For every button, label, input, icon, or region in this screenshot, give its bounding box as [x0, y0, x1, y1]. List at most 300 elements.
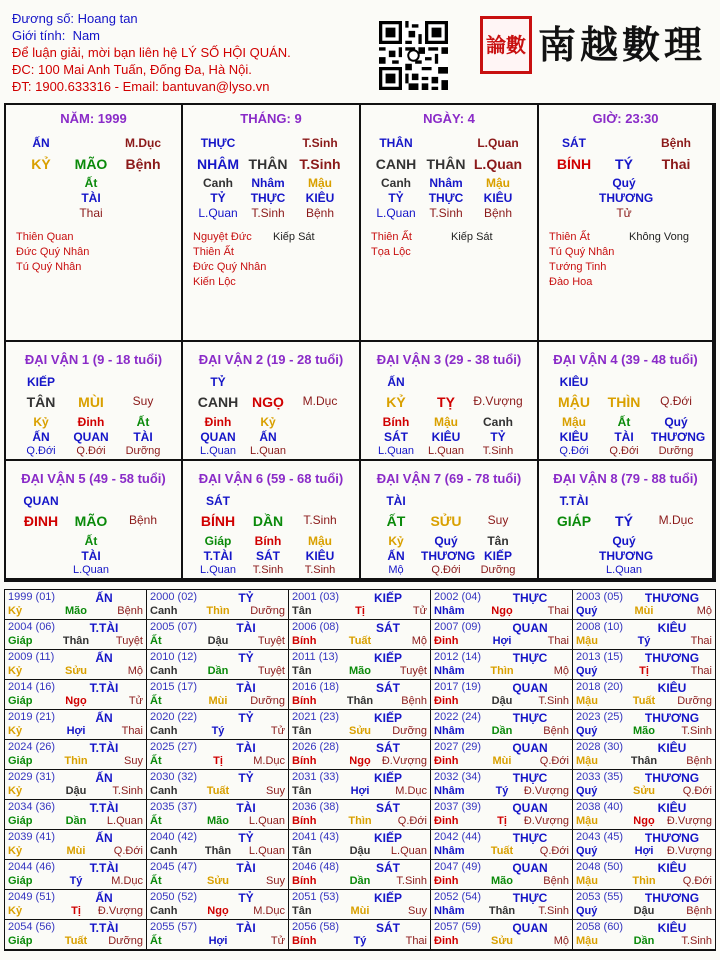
- year-can: Bính: [292, 755, 317, 767]
- year-label: 2050 (52): [150, 891, 198, 903]
- year-star: TỶ: [238, 831, 254, 845]
- year-can: Quý: [576, 665, 598, 677]
- dai-van-can: MẬU: [558, 394, 590, 410]
- dai-van-star: T.TÀI: [559, 494, 589, 508]
- year-can: Mậu: [576, 815, 598, 827]
- gender-label: Giới tính:: [12, 28, 66, 43]
- dai-van-h1: Quý: [434, 534, 458, 548]
- year-label: 2011 (13): [292, 651, 339, 663]
- year-chi: Mùi: [634, 605, 654, 617]
- year-phase: Dưỡng: [677, 695, 712, 707]
- dai-van-h3: Q.Đới: [26, 445, 56, 457]
- year-cell: [431, 800, 573, 830]
- year-can: Mậu: [576, 935, 598, 947]
- year-phase: Dưỡng: [108, 935, 143, 947]
- year-star: THƯƠNG: [644, 711, 700, 725]
- pillar-r2: TÝ: [615, 156, 633, 172]
- year-label: 2012 (14): [434, 651, 482, 663]
- dai-van-h2: QUAN: [200, 430, 236, 444]
- year-cell: [431, 890, 573, 920]
- dai-van-cell: [183, 461, 361, 580]
- dai-van-h3: Dưỡng: [125, 445, 161, 457]
- pillar-hidden_phase: Thai: [79, 206, 103, 220]
- year-star: QUAN: [512, 741, 548, 755]
- year-can: Đinh: [434, 935, 459, 947]
- dai-van-star: TÀI: [386, 494, 406, 508]
- year-cell: [573, 890, 715, 920]
- pillar-hidden_star: TỶ: [388, 191, 404, 205]
- year-can: Đinh: [434, 755, 459, 767]
- year-star: T.TÀI: [89, 621, 119, 635]
- dai-van-cell: [6, 461, 183, 580]
- dai-van-h3: Dưỡng: [480, 564, 516, 576]
- dai-van-h2: TÀI: [133, 430, 153, 444]
- year-phase: Suy: [408, 905, 427, 917]
- year-label: 2031 (33): [292, 771, 340, 783]
- year-label: 2018 (20): [576, 681, 624, 693]
- year-cell: [289, 680, 431, 710]
- pillar-star-list: Tú Quý Nhân: [549, 246, 615, 258]
- year-can: Giáp: [8, 635, 33, 647]
- year-label: 2002 (04): [434, 591, 482, 603]
- year-can: Nhâm: [434, 605, 465, 617]
- dai-van-h1: Canh: [483, 415, 513, 429]
- year-star: QUAN: [512, 681, 548, 695]
- year-star: QUAN: [512, 921, 548, 935]
- pillar-star-list: Tọa Lộc: [371, 246, 411, 258]
- pillar-r1: ẤN: [32, 136, 50, 150]
- pillar-hidden_star: THỰC: [428, 191, 464, 205]
- year-chi: Hợi: [66, 725, 86, 737]
- year-label: 2046 (48): [292, 861, 340, 873]
- year-star: TỶ: [238, 591, 254, 605]
- dai-van-phase: Suy: [132, 394, 154, 408]
- year-star: TỶ: [238, 771, 254, 785]
- phone-email-line: ĐT: 1900.633316 - Email: bantuvan@lyso.vn: [12, 79, 270, 94]
- year-cell: [289, 920, 431, 950]
- year-chi: Sửu: [64, 665, 88, 677]
- year-can: Bính: [292, 815, 317, 827]
- year-can: Ất: [150, 875, 162, 887]
- year-label: 2037 (39): [434, 801, 482, 813]
- year-can: Ất: [150, 935, 162, 947]
- pillar-r2: THÂN: [426, 156, 466, 172]
- year-can: Mậu: [576, 695, 598, 707]
- dai-van-chi: MÃO: [74, 513, 108, 529]
- year-star: SÁT: [376, 861, 400, 875]
- year-chi: Hợi: [492, 635, 512, 647]
- year-label: 2056 (58): [292, 921, 340, 933]
- year-phase: M.Dục: [253, 755, 285, 767]
- year-cell: [573, 680, 715, 710]
- dai-van-h1: Quý: [664, 415, 688, 429]
- year-chi: Hợi: [350, 785, 370, 797]
- year-phase: Bệnh: [543, 725, 569, 737]
- year-star: QUAN: [512, 621, 548, 635]
- pillar-star-list: Đức Quý Nhân: [193, 261, 267, 273]
- pillar-title: GIỜ: 23:30: [592, 111, 659, 126]
- year-star: T.TÀI: [89, 921, 119, 935]
- qr-code-icon: [379, 21, 448, 90]
- year-star: THƯƠNG: [644, 891, 700, 905]
- year-label: 2007 (09): [434, 621, 482, 633]
- year-phase: Mộ: [696, 605, 712, 617]
- year-label: 2023 (25): [576, 711, 624, 723]
- year-phase: Tuyệt: [115, 635, 143, 647]
- pillar-star-list: Tướng Tinh: [549, 261, 607, 273]
- year-chi: Tuất: [206, 785, 230, 797]
- year-star: THƯƠNG: [644, 651, 700, 665]
- year-phase: Bệnh: [686, 905, 712, 917]
- year-star: TÀI: [236, 861, 256, 875]
- year-phase: Bệnh: [686, 755, 712, 767]
- year-star: KIẾP: [373, 711, 402, 725]
- dai-van-phase: M.Dục: [302, 394, 338, 408]
- pillar-star-list-2: Không Vong: [629, 231, 689, 243]
- dai-van-h1: Đinh: [204, 415, 232, 429]
- year-chi: Mão: [491, 875, 513, 887]
- gender-value: Nam: [72, 28, 101, 43]
- year-star: KIẾP: [373, 831, 402, 845]
- year-can: Ất: [150, 755, 162, 767]
- dai-van-phase: Bệnh: [128, 513, 158, 527]
- pillar-cell: [361, 105, 539, 342]
- pillar-hidden: Quý: [612, 176, 636, 190]
- year-label: 2014 (16): [8, 681, 56, 693]
- pillar-r1: T.Sinh: [302, 136, 338, 150]
- dai-van-h1: Ất: [84, 534, 98, 548]
- year-chi: Mão: [633, 725, 655, 737]
- year-can: Kỷ: [8, 905, 23, 917]
- year-star: TÀI: [236, 801, 256, 815]
- pillar-hidden_star: KIÊU: [305, 191, 335, 205]
- year-can: Canh: [150, 905, 178, 917]
- year-label: 2019 (21): [8, 711, 56, 723]
- pillar-r2: Thai: [661, 156, 691, 172]
- year-can: Quý: [576, 725, 598, 737]
- year-can: Mậu: [576, 875, 598, 887]
- dai-van-h3: T.Sinh: [482, 445, 514, 457]
- dai-van-h2: ẤN: [32, 430, 50, 444]
- dai-van-h1: Bính: [254, 534, 282, 548]
- dai-van-cell: [361, 461, 539, 580]
- year-can: Mậu: [576, 635, 598, 647]
- year-label: 2033 (35): [576, 771, 624, 783]
- year-cell: [147, 890, 289, 920]
- year-phase: Thai: [690, 665, 712, 677]
- year-chi: Thìn: [206, 605, 230, 617]
- dai-van-star: KIÊU: [559, 375, 589, 389]
- year-cell: [5, 860, 147, 890]
- year-phase: Mộ: [411, 635, 427, 647]
- dai-van-title: ĐẠI VẬN 3 (29 - 38 tuổi): [376, 352, 522, 367]
- year-chi: Tý: [353, 935, 367, 947]
- year-can: Bính: [292, 635, 317, 647]
- year-can: Tân: [292, 905, 312, 917]
- dai-van-chi: DẦN: [252, 513, 284, 529]
- year-chi: Dậu: [633, 905, 655, 917]
- year-label: 2000 (02): [150, 591, 198, 603]
- year-chi: Mùi: [66, 845, 86, 857]
- pillar-hidden_phase: Tử: [616, 206, 632, 220]
- pillar-star-list: Thiên Ất: [371, 231, 412, 243]
- year-star: SÁT: [376, 621, 400, 635]
- year-label: 2051 (53): [292, 891, 340, 903]
- year-label: 2034 (36): [8, 801, 56, 813]
- year-chi: Mùi: [492, 755, 512, 767]
- year-label: 2040 (42): [150, 831, 198, 843]
- year-star: THỰC: [512, 831, 548, 845]
- year-star: QUAN: [512, 801, 548, 815]
- year-phase: Tử: [128, 695, 143, 707]
- pillar-star-list: Đào Hoa: [549, 276, 593, 288]
- year-cell: [289, 620, 431, 650]
- dai-van-h2: ẤN: [259, 430, 277, 444]
- year-chi: Mão: [207, 815, 229, 827]
- dai-van-h3: L.Quan: [199, 445, 237, 457]
- year-can: Quý: [576, 845, 598, 857]
- year-chi: Dần: [491, 725, 513, 737]
- year-star: KIẾP: [373, 651, 402, 665]
- year-chi: Tị: [497, 815, 507, 827]
- dai-van-cell: [361, 342, 539, 461]
- year-cell: [5, 740, 147, 770]
- address-line: ĐC: 100 Mai Anh Tuấn, Đống Đa, Hà Nội.: [12, 62, 252, 77]
- year-cell: [431, 920, 573, 950]
- pillar-title: NGÀY: 4: [423, 111, 475, 126]
- year-can: Mậu: [576, 755, 598, 767]
- year-chi: Dần: [633, 935, 655, 947]
- pillar-title: THÁNG: 9: [240, 111, 302, 126]
- year-label: 2055 (57): [150, 921, 198, 933]
- year-star: KIẾP: [373, 771, 402, 785]
- year-cell: [431, 860, 573, 890]
- year-chi: Dậu: [491, 695, 513, 707]
- dai-van-h1: Giáp: [204, 534, 232, 548]
- year-chi: Mão: [65, 605, 87, 617]
- year-label: 2005 (07): [150, 621, 198, 633]
- year-chi: Dậu: [207, 635, 229, 647]
- pillar-hidden_star: TỶ: [210, 191, 226, 205]
- year-can: Giáp: [8, 935, 33, 947]
- dai-van-h1: Tân: [487, 534, 509, 548]
- year-chi: Mùi: [208, 695, 228, 707]
- year-star: TỶ: [238, 711, 254, 725]
- pillar-hidden_star: THỰC: [250, 191, 286, 205]
- dai-van-can: ĐINH: [23, 513, 59, 529]
- year-label: 2013 (15): [576, 651, 624, 663]
- year-cell: [5, 590, 147, 620]
- dai-van-h2: TÀI: [614, 430, 634, 444]
- year-star: ẤN: [95, 771, 113, 785]
- year-phase: Suy: [124, 755, 143, 767]
- year-phase: Mộ: [553, 935, 569, 947]
- year-chi: Tuất: [632, 695, 656, 707]
- year-star: T.TÀI: [89, 741, 119, 755]
- pillar-r2: MÃO: [74, 156, 108, 172]
- year-chi: Thìn: [490, 665, 514, 677]
- year-cell: [5, 650, 147, 680]
- year-chi: Thân: [204, 845, 232, 857]
- year-label: 2049 (51): [8, 891, 56, 903]
- year-can: Giáp: [8, 755, 33, 767]
- pillar-hidden_phase: L.Quan: [376, 206, 416, 220]
- pillar-star-list: Thiên Quan: [16, 231, 74, 243]
- dai-van-h3: L.Quan: [427, 445, 465, 457]
- year-label: 2004 (06): [8, 621, 56, 633]
- year-cell: [147, 770, 289, 800]
- year-phase: Tuyệt: [257, 635, 285, 647]
- year-can: Quý: [576, 605, 598, 617]
- year-cell: [5, 830, 147, 860]
- year-star: THƯƠNG: [644, 831, 700, 845]
- year-cell: [147, 620, 289, 650]
- brand-title: 南越數理: [538, 22, 707, 67]
- year-cell: [573, 800, 715, 830]
- year-cell: [289, 890, 431, 920]
- contact-line: Để luận giải, mời bạn liên hệ LÝ SỐ HỘI QUÁN.: [12, 45, 291, 60]
- year-phase: Dưỡng: [250, 695, 285, 707]
- dai-van-h2: KIÊU: [305, 549, 335, 563]
- pillar-hidden: Nhâm: [429, 176, 463, 190]
- year-label: 2003 (05): [576, 591, 624, 603]
- year-phase: Tử: [270, 935, 285, 947]
- year-star: ẤN: [95, 591, 113, 605]
- pillar-hidden: Mậu: [486, 176, 510, 190]
- pillar-hidden_phase: L.Quan: [198, 206, 238, 220]
- dai-van-h1: Kỷ: [260, 415, 276, 429]
- year-cell: [289, 800, 431, 830]
- pillar-star-list-2: Kiếp Sát: [451, 231, 493, 243]
- year-star: TÀI: [236, 621, 256, 635]
- year-can: Canh: [150, 665, 178, 677]
- dai-van-h2: THƯƠNG: [651, 430, 706, 444]
- year-can: Kỷ: [8, 785, 23, 797]
- year-can: Tân: [292, 845, 312, 857]
- year-phase: Đ.Vượng: [666, 845, 712, 857]
- year-label: 2017 (19): [434, 681, 482, 693]
- year-chi: Sửu: [632, 785, 656, 797]
- year-star: SÁT: [376, 741, 400, 755]
- dai-van-h1: Bính: [382, 415, 410, 429]
- year-phase: Bệnh: [543, 875, 569, 887]
- year-phase: Mộ: [553, 665, 569, 677]
- year-cell: [5, 710, 147, 740]
- year-phase: Bệnh: [117, 605, 143, 617]
- dai-van-h1: Kỷ: [33, 415, 49, 429]
- pillar-hidden_star: KIÊU: [483, 191, 513, 205]
- year-can: Quý: [576, 785, 598, 797]
- pillar-r2: Bệnh: [125, 156, 161, 172]
- year-cell: [147, 800, 289, 830]
- pillar-hidden: Nhâm: [251, 176, 285, 190]
- dai-van-cell: [183, 342, 361, 461]
- year-can: Tân: [292, 725, 312, 737]
- year-cell: [573, 920, 715, 950]
- year-can: Ất: [150, 635, 162, 647]
- four-pillars-grid: [4, 103, 716, 582]
- year-chi: Sửu: [490, 935, 514, 947]
- year-cell: [289, 770, 431, 800]
- year-star: THỰC: [512, 771, 548, 785]
- year-phase: Thai: [690, 635, 712, 647]
- pillar-star-list: Nguyệt Đức: [193, 231, 252, 243]
- year-cell: [5, 620, 147, 650]
- year-chi: Dậu: [349, 845, 371, 857]
- year-chi: Tị: [213, 755, 223, 767]
- year-cell: [289, 740, 431, 770]
- year-phase: M.Dục: [111, 875, 143, 887]
- year-label: 2006 (08): [292, 621, 340, 633]
- year-phase: M.Dục: [395, 785, 427, 797]
- dai-van-h2: SÁT: [384, 430, 408, 444]
- year-label: 2001 (03): [292, 591, 340, 603]
- dai-van-h2: KIÊU: [559, 430, 589, 444]
- year-phase: T.Sinh: [538, 695, 569, 707]
- dai-van-title: ĐẠI VẬN 5 (49 - 58 tuổi): [21, 471, 166, 486]
- year-phase: Q.Đới: [113, 845, 143, 857]
- year-can: Tân: [292, 785, 312, 797]
- year-label: 2015 (17): [150, 681, 198, 693]
- year-can: Nhâm: [434, 845, 465, 857]
- pillar-r2: CANH: [375, 156, 417, 172]
- year-phase: Thai: [405, 935, 427, 947]
- dai-van-h2: THƯƠNG: [421, 549, 476, 563]
- year-can: Nhâm: [434, 725, 465, 737]
- pillar-cell: [6, 105, 183, 342]
- dai-van-phase: Đ.Vượng: [473, 394, 523, 408]
- year-star: THỰC: [512, 591, 548, 605]
- year-cell: [573, 830, 715, 860]
- year-cell: [289, 650, 431, 680]
- year-cell: [431, 650, 573, 680]
- pillar-r2: T.Sinh: [299, 156, 341, 172]
- dai-van-chi: MÙI: [78, 394, 104, 410]
- year-label: 2039 (41): [8, 831, 56, 843]
- dai-van-h2: TÀI: [81, 549, 101, 563]
- year-can: Ất: [150, 695, 162, 707]
- year-cell: [573, 740, 715, 770]
- year-star: TÀI: [236, 741, 256, 755]
- year-star: SÁT: [376, 801, 400, 815]
- dai-van-can: TÂN: [26, 394, 56, 410]
- year-label: 2042 (44): [434, 831, 482, 843]
- year-label: 2029 (31): [8, 771, 56, 783]
- year-can: Bính: [292, 695, 317, 707]
- year-label: 2035 (37): [150, 801, 198, 813]
- year-label: 2054 (56): [8, 921, 56, 933]
- dai-van-chi: SỬU: [430, 513, 462, 529]
- year-star: KIẾP: [373, 591, 402, 605]
- dai-van-h2: SÁT: [256, 549, 280, 563]
- year-label: 2052 (54): [434, 891, 482, 903]
- dai-van-h3: Q.Đới: [431, 564, 461, 576]
- year-can: Kỷ: [8, 605, 23, 617]
- dai-van-can: ẤT: [386, 513, 406, 529]
- year-chi: Tý: [637, 635, 651, 647]
- year-phase: T.Sinh: [396, 875, 427, 887]
- year-phase: Bệnh: [401, 695, 427, 707]
- dai-van-h1: Ất: [617, 415, 631, 429]
- year-chi: Dần: [207, 665, 229, 677]
- year-chi: Tý: [495, 785, 509, 797]
- pillar-hidden: Ất: [84, 176, 98, 190]
- year-can: Kỷ: [8, 725, 23, 737]
- year-can: Kỷ: [8, 845, 23, 857]
- year-cell: [431, 770, 573, 800]
- pillar-star-list: Đức Quý Nhân: [16, 246, 90, 258]
- dai-van-h3: T.Sinh: [304, 564, 336, 576]
